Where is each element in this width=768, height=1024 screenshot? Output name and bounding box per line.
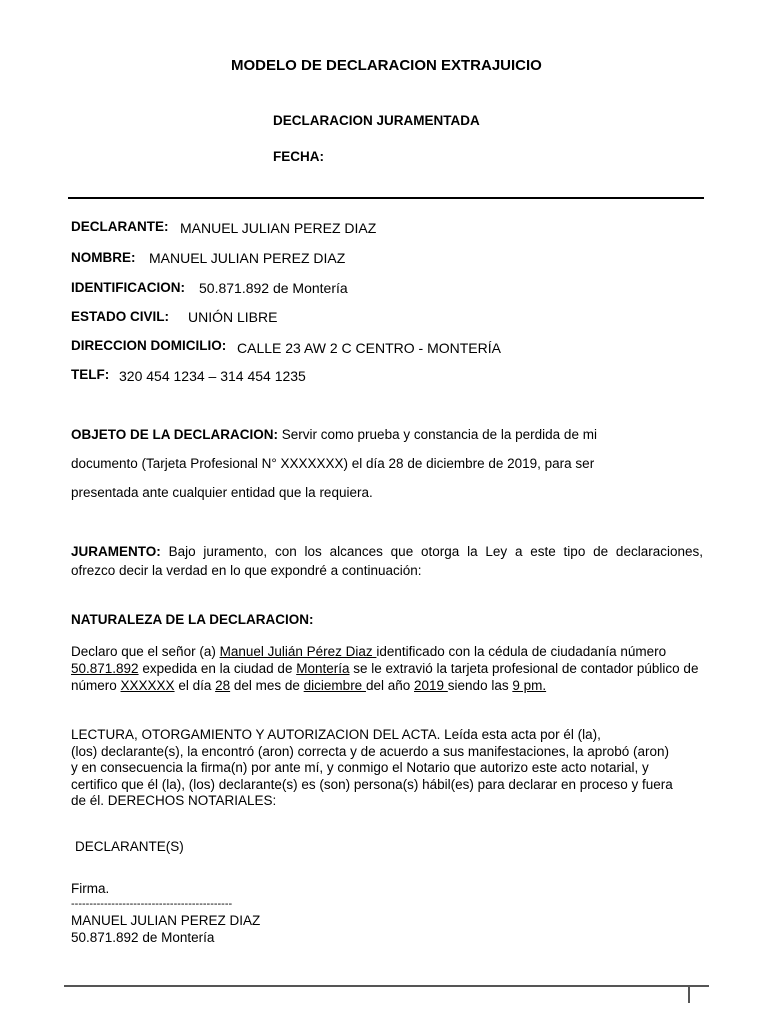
- juramento-line-1: [71, 544, 703, 561]
- objeto-label: OBJETO DE LA DECLARACION:: [71, 427, 279, 442]
- text-segment: del año: [365, 678, 414, 693]
- declarantes-label: DECLARANTE(S): [75, 839, 184, 854]
- text-segment: expedida en la ciudad de: [138, 661, 297, 676]
- lectura-line-5: de él. DERECHOS NOTARIALES:: [71, 793, 277, 808]
- objeto-line-2: documento (Tarjeta Profesional N° XXXXXXX) el día 28 de diciembre de 2019, para ser: [71, 456, 595, 471]
- nombre-label: NOMBRE:: [71, 250, 136, 265]
- document-title: MODELO DE DECLARACION EXTRAJUICIO: [231, 57, 542, 74]
- card-number: XXXXXX: [120, 678, 175, 693]
- objeto-text-1: Servir como prueba y constancia de la perdida de mi: [281, 427, 597, 442]
- direccion-label: DIRECCION DOMICILIO:: [71, 338, 227, 353]
- time: 9 pm.: [512, 678, 547, 693]
- identificacion-label: IDENTIFICACION:: [71, 280, 185, 295]
- juramento-label: JURAMENTO:: [71, 544, 161, 559]
- naturaleza-heading: NATURALEZA DE LA DECLARACION:: [71, 612, 314, 627]
- estado-civil-value: UNIÓN LIBRE: [188, 309, 278, 325]
- bottom-corner-tick: [688, 985, 690, 1003]
- telf-label: TELF:: [71, 367, 110, 382]
- objeto-line-3: presentada ante cualquier entidad que la requiera.: [71, 485, 373, 500]
- direccion-value: CALLE 23 AW 2 C CENTRO - MONTERÍA: [237, 340, 501, 356]
- naturaleza-line-2: [71, 661, 698, 676]
- text-segment: el día: [174, 678, 216, 693]
- juramento-line-2: ofrezco decir la verdad en lo que expondré a continuación:: [71, 563, 422, 578]
- document-subtitle: DECLARACION JURAMENTADA: [273, 113, 480, 128]
- signer-id: 50.871.892 de Montería: [71, 930, 215, 945]
- objeto-line-1: [71, 427, 597, 442]
- text-segment: número: [71, 678, 121, 693]
- nombre-value: MANUEL JULIAN PEREZ DIAZ: [149, 250, 346, 266]
- declarant-name: Manuel Julián Pérez Diaz: [219, 644, 377, 659]
- lectura-line-1: LECTURA, OTORGAMIENTO Y AUTORIZACION DEL ACTA. Leída esta acta por él (la),: [71, 727, 601, 742]
- naturaleza-line-1: [71, 644, 666, 659]
- estado-civil-label: ESTADO CIVIL:: [71, 309, 170, 324]
- fecha-label: FECHA:: [273, 149, 324, 164]
- naturaleza-line-3: [71, 678, 546, 693]
- top-divider: [68, 197, 704, 199]
- juramento-text-1: Bajo juramento, con los alcances que otorga la Ley a este tipo de declaraciones,: [168, 544, 703, 559]
- declarante-label: DECLARANTE:: [71, 219, 169, 234]
- day: 28: [215, 678, 231, 693]
- lectura-line-2: (los) declarante(s), la encontró (aron) correcta y de acuerdo a sus manifestaciones, la aprobó (aron): [71, 744, 670, 759]
- month: diciembre: [303, 678, 366, 693]
- text-segment: siendo las: [447, 678, 513, 693]
- bottom-divider: [64, 985, 709, 987]
- signer-name: MANUEL JULIAN PEREZ DIAZ: [71, 913, 261, 928]
- text-segment: identificado con la cédula de ciudadanía número: [376, 644, 667, 659]
- text-segment: Declaro que el señor (a): [71, 644, 220, 659]
- identificacion-value: 50.871.892 de Montería: [199, 280, 348, 296]
- text-segment: del mes de: [230, 678, 304, 693]
- id-number: 50.871.892: [71, 661, 139, 676]
- lectura-line-3: y en consecuencia la firma(n) por ante mí, y conmigo el Notario que autorizo este acto notarial, y: [71, 760, 649, 775]
- year: 2019: [414, 678, 448, 693]
- lectura-line-4: certifico que él (la), (los) declarante(s) es (son) persona(s) hábil(es) para declarar en proceso y fuera: [71, 777, 673, 792]
- telf-value: 320 454 1234 – 314 454 1235: [119, 368, 306, 384]
- signature-line: --------------------------------------------: [71, 898, 233, 910]
- city: Montería: [296, 661, 350, 676]
- text-segment: se le extravió la tarjeta profesional de contador público de: [349, 661, 699, 676]
- firma-label: Firma.: [71, 881, 110, 896]
- declarante-value: MANUEL JULIAN PEREZ DIAZ: [180, 220, 377, 236]
